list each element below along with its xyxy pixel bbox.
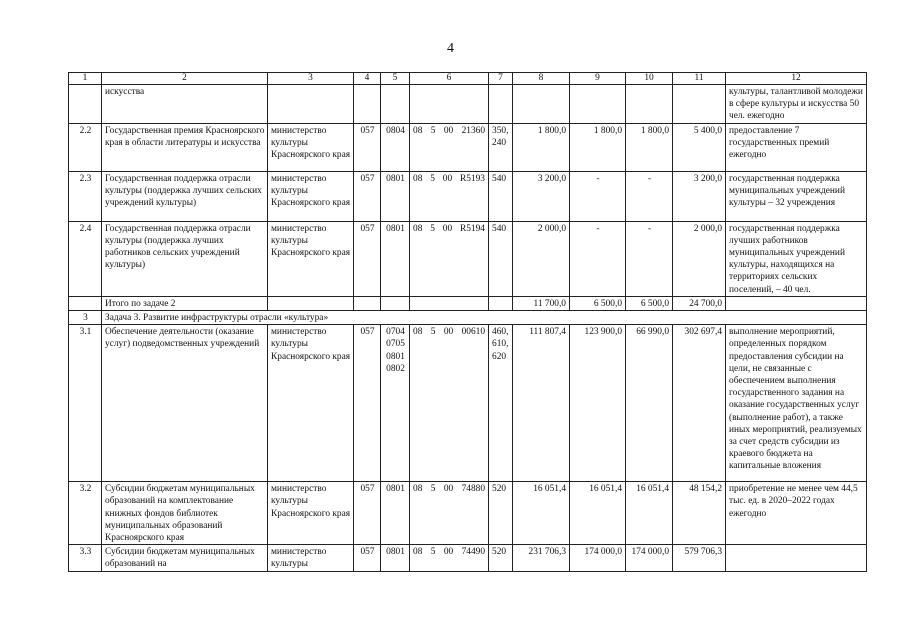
administrator: министерство культуры Красноярского края	[268, 221, 354, 296]
amount-2022: -	[626, 171, 673, 221]
row-number: 3.3	[69, 545, 102, 571]
table-row	[69, 325, 867, 482]
amount-total: 2 000,0	[673, 221, 726, 296]
grbs-code	[354, 296, 381, 310]
expected-result: культуры, талантливой молодежи в сфере культуры и искусства 50 чел. ежегодно	[726, 85, 867, 124]
amount-total	[673, 85, 726, 124]
row-number	[69, 296, 102, 310]
row-number	[69, 85, 102, 124]
grbs-code	[354, 85, 381, 124]
administrator: министерство культуры	[268, 545, 354, 571]
table-row	[69, 85, 867, 124]
expected-result: приобретение не менее чем 44,5 тыс. ед. в 2020–2022 годах ежегодно	[726, 482, 867, 545]
administrator: министерство культуры Красноярского края	[268, 325, 354, 482]
col-header: 2	[102, 73, 268, 85]
subtotal-row	[69, 296, 867, 310]
row-number: 2.2	[69, 123, 102, 171]
expected-result: государственная поддержка лучших работников муниципальных учреждений культуры, находящихся на территориях сельских поселений, – 40 чел.	[726, 221, 867, 296]
activity-name: Государственная премия Красноярского края в области литературы и искусства	[102, 123, 268, 171]
amount-2021: 1 800,0	[570, 123, 626, 171]
amount-2021: -	[570, 221, 626, 296]
amount-2021: 16 051,4	[570, 482, 626, 545]
grbs-code: 057	[354, 325, 381, 482]
amount-2020: 11 700,0	[513, 296, 570, 310]
amount-2021: -	[570, 171, 626, 221]
amount-2021: 6 500,0	[570, 296, 626, 310]
csr-code: 08 5 00 74490	[410, 545, 489, 571]
col-header: 10	[626, 73, 673, 85]
grbs-code: 057	[354, 482, 381, 545]
col-header: 11	[673, 73, 726, 85]
task-heading-row	[69, 311, 867, 325]
administrator: министерство культуры Красноярского края	[268, 171, 354, 221]
amount-2020: 111 807,4	[513, 325, 570, 482]
csr-code: 08 5 00 R5193	[410, 171, 489, 221]
amount-total: 24 700,0	[673, 296, 726, 310]
column-number-row	[69, 73, 867, 85]
amount-2021: 174 000,0	[570, 545, 626, 571]
rzpr-code: 0801	[381, 221, 410, 296]
csr-code: 08 5 00 R5194	[410, 221, 489, 296]
grbs-code: 057	[354, 221, 381, 296]
expected-result: предоставление 7 государственных премий ежегодно	[726, 123, 867, 171]
activity-name: Субсидии бюджетам муниципальных образований на	[102, 545, 268, 571]
rzpr-code: 0804	[381, 123, 410, 171]
csr-code: 08 5 00 21360	[410, 123, 489, 171]
amount-2021	[570, 85, 626, 124]
amount-2020: 3 200,0	[513, 171, 570, 221]
table-row	[69, 221, 867, 296]
table-row	[69, 171, 867, 221]
csr-code	[410, 296, 489, 310]
amount-total: 3 200,0	[673, 171, 726, 221]
amount-2020: 16 051,4	[513, 482, 570, 545]
amount-2022: -	[626, 221, 673, 296]
amount-2022: 1 800,0	[626, 123, 673, 171]
col-header: 7	[489, 73, 513, 85]
row-number: 3.2	[69, 482, 102, 545]
row-number: 2.3	[69, 171, 102, 221]
amount-2022: 174 000,0	[626, 545, 673, 571]
amount-2020: 1 800,0	[513, 123, 570, 171]
amount-2022	[626, 85, 673, 124]
grbs-code: 057	[354, 123, 381, 171]
administrator: министерство культуры Красноярского края	[268, 123, 354, 171]
rzpr-code: 0801	[381, 482, 410, 545]
rzpr-code	[381, 296, 410, 310]
rzpr-code	[381, 85, 410, 124]
vr-code: 520	[489, 482, 513, 545]
amount-total: 5 400,0	[673, 123, 726, 171]
csr-code: 08 5 00 00610	[410, 325, 489, 482]
expected-result	[726, 545, 867, 571]
expected-result: государственная поддержка муниципальных учреждений культуры – 32 учреждения	[726, 171, 867, 221]
row-number: 3.1	[69, 325, 102, 482]
administrator: министерство культуры Красноярского края	[268, 482, 354, 545]
col-header: 4	[354, 73, 381, 85]
vr-code: 520	[489, 545, 513, 571]
table-row	[69, 123, 867, 171]
amount-2022: 16 051,4	[626, 482, 673, 545]
administrator	[268, 85, 354, 124]
vr-code: 540	[489, 221, 513, 296]
activity-name: Субсидии бюджетам муниципальных образований на комплектование книжных фондов библиотек муниципальных образований Красноярского края	[102, 482, 268, 545]
vr-code	[489, 85, 513, 124]
page-number: 4	[447, 41, 454, 56]
amount-2022: 6 500,0	[626, 296, 673, 310]
amount-2020	[513, 85, 570, 124]
amount-2020: 231 706,3	[513, 545, 570, 571]
amount-total: 579 706,3	[673, 545, 726, 571]
col-header: 8	[513, 73, 570, 85]
amount-2022: 66 990,0	[626, 325, 673, 482]
col-header: 6	[410, 73, 489, 85]
vr-code	[489, 296, 513, 310]
rzpr-code: 0801	[381, 171, 410, 221]
table-row	[69, 545, 867, 571]
amount-2021: 123 900,0	[570, 325, 626, 482]
col-header: 5	[381, 73, 410, 85]
rzpr-code: 0801	[381, 545, 410, 571]
expected-result	[726, 296, 867, 310]
activity-name: Обеспечение деятельности (оказание услуг) подведомственных учреждений	[102, 325, 268, 482]
csr-code: 08 5 00 74880	[410, 482, 489, 545]
vr-code: 350, 240	[489, 123, 513, 171]
subtotal-label: Итого по задаче 2	[102, 296, 268, 310]
amount-total: 48 154,2	[673, 482, 726, 545]
amount-2020: 2 000,0	[513, 221, 570, 296]
task-heading: Задача 3. Развитие инфраструктуры отрасли «культура»	[102, 311, 867, 325]
activity-name: Государственная поддержка отрасли культуры (поддержка лучших работников сельских учреждений культуры)	[102, 221, 268, 296]
col-header: 12	[726, 73, 867, 85]
col-header: 3	[268, 73, 354, 85]
row-number: 3	[69, 311, 102, 325]
activity-name: искусства	[102, 85, 268, 124]
col-header: 9	[570, 73, 626, 85]
expected-result: выполнение мероприятий, определенных порядком предоставления субсидии на цели, не связанные с обеспечением выполнения государственного задания на оказание государственных услуг (выполнение работ), а также иных мероприятий, реализуемых за счет средств субсидии из краевого бюджета на капитальные вложения	[726, 325, 867, 482]
col-header: 1	[69, 73, 102, 85]
activity-name: Государственная поддержка отрасли культуры (поддержка лучших сельских учреждений культуры)	[102, 171, 268, 221]
program-activities-table	[68, 72, 867, 572]
grbs-code: 057	[354, 545, 381, 571]
csr-code	[410, 85, 489, 124]
rzpr-code: 0704 0705 0801 0802	[381, 325, 410, 482]
administrator	[268, 296, 354, 310]
table-row	[69, 482, 867, 545]
vr-code: 540	[489, 171, 513, 221]
grbs-code: 057	[354, 171, 381, 221]
row-number: 2.4	[69, 221, 102, 296]
vr-code: 460, 610, 620	[489, 325, 513, 482]
amount-total: 302 697,4	[673, 325, 726, 482]
